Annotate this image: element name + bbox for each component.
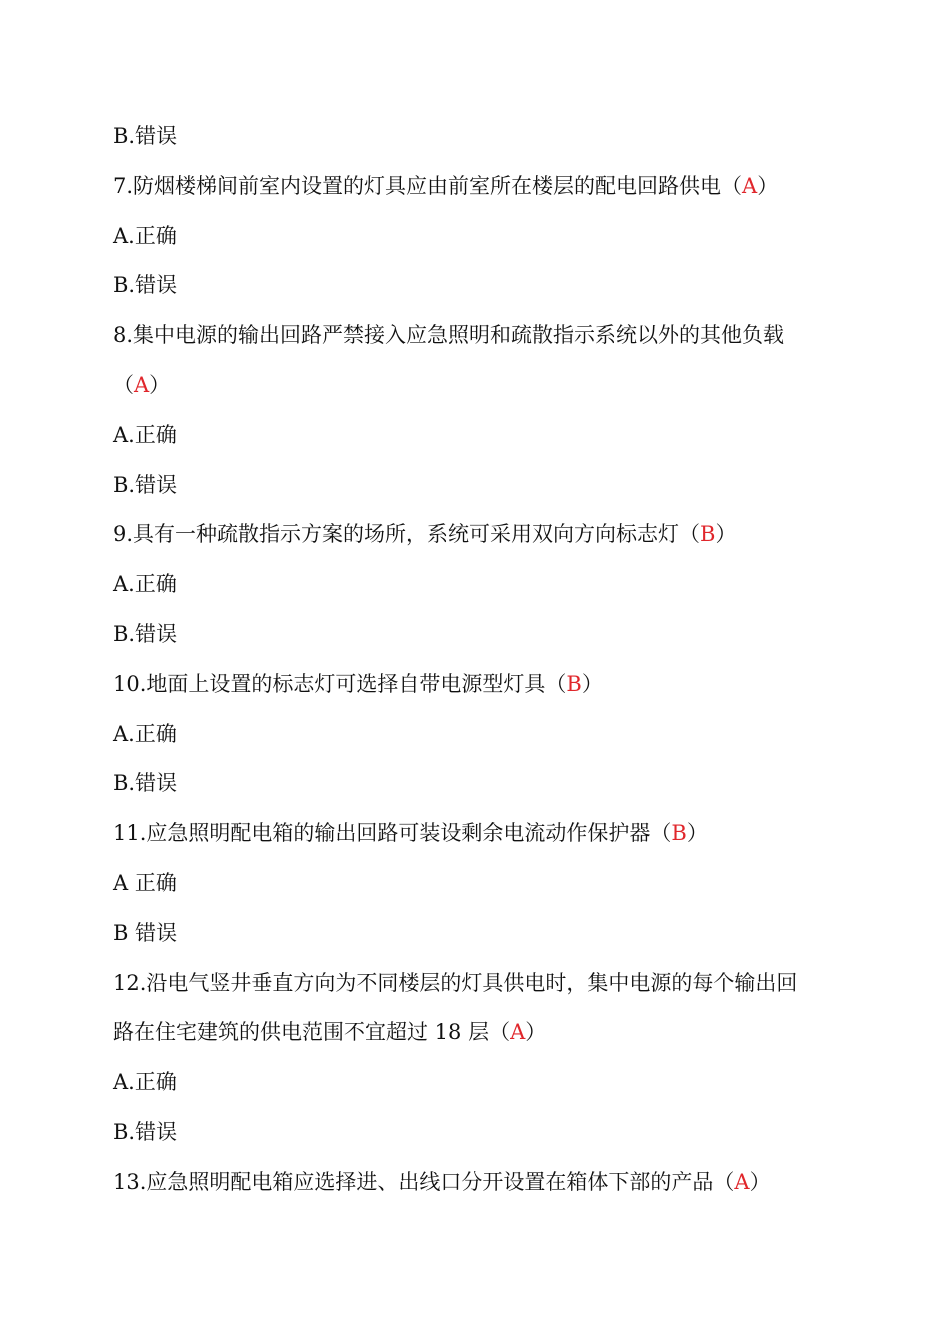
answer-letter: A [734, 1170, 750, 1194]
answer-letter: B [671, 821, 687, 845]
text-segment: 9.具有一种疏散指示方案的场所，系统可采用双向方向标志灯（ [113, 522, 701, 546]
text-line [113, 519, 736, 549]
text-line [113, 619, 177, 649]
text-line [113, 470, 177, 500]
text-segment: B.错误 [113, 273, 178, 297]
text-segment: ） [749, 1170, 771, 1194]
text-line [113, 818, 708, 848]
text-line [113, 270, 177, 300]
text-line [113, 420, 177, 450]
text-segment: A.正确 [113, 1070, 177, 1094]
answer-letter: A [510, 1020, 526, 1044]
text-segment: A.正确 [113, 722, 177, 746]
answer-letter: A [742, 174, 758, 198]
text-line [113, 121, 177, 151]
text-line [113, 768, 177, 798]
text-segment: ） [525, 1020, 547, 1044]
text-line [113, 1117, 177, 1147]
text-segment: B.错误 [113, 771, 178, 795]
text-segment: A.正确 [113, 224, 177, 248]
answer-letter: B [566, 672, 582, 696]
answer-letter: A [134, 373, 150, 397]
text-segment: ） [581, 672, 603, 696]
text-line [113, 669, 603, 699]
text-line [113, 1167, 771, 1197]
text-line [113, 370, 170, 400]
text-line [113, 221, 177, 251]
answer-letter: B [700, 522, 716, 546]
text-segment: 13.应急照明配电箱应选择进、出线口分开设置在箱体下部的产品（ [113, 1170, 735, 1194]
text-segment: 7.防烟楼梯间前室内设置的灯具应由前室所在楼层的配电回路供电（ [113, 174, 743, 198]
text-line [113, 868, 177, 898]
text-segment: B.错误 [113, 473, 178, 497]
text-segment: B.错误 [113, 622, 178, 646]
text-segment: （ [113, 373, 134, 397]
text-line [113, 1067, 177, 1097]
text-line [113, 918, 177, 948]
text-line [113, 171, 778, 201]
text-segment: B 错误 [113, 921, 178, 945]
text-segment: ） [715, 522, 737, 546]
text-line [113, 968, 797, 998]
text-segment: 12.沿电气竖井垂直方向为不同楼层的灯具供电时，集中电源的每个输出回 [113, 971, 798, 995]
text-segment: ） [757, 174, 779, 198]
text-segment: 10.地面上设置的标志灯可选择自带电源型灯具（ [113, 672, 567, 696]
text-segment: A.正确 [113, 572, 177, 596]
text-line [113, 320, 784, 350]
text-segment: A 正确 [113, 871, 177, 895]
text-segment: 路在住宅建筑的供电范围不宜超过 18 层（ [113, 1020, 511, 1044]
text-segment: ） [686, 821, 708, 845]
text-segment: B.错误 [113, 124, 178, 148]
text-segment: 11.应急照明配电箱的输出回路可装设剩余电流动作保护器（ [113, 821, 672, 845]
text-segment: A.正确 [113, 423, 177, 447]
text-line [113, 1017, 546, 1047]
text-segment: B.错误 [113, 1120, 178, 1144]
text-segment: 8.集中电源的输出回路严禁接入应急照明和疏散指示系统以外的其他负载 [113, 323, 785, 347]
text-segment: ） [149, 373, 171, 397]
text-line [113, 719, 177, 749]
text-line [113, 569, 177, 599]
